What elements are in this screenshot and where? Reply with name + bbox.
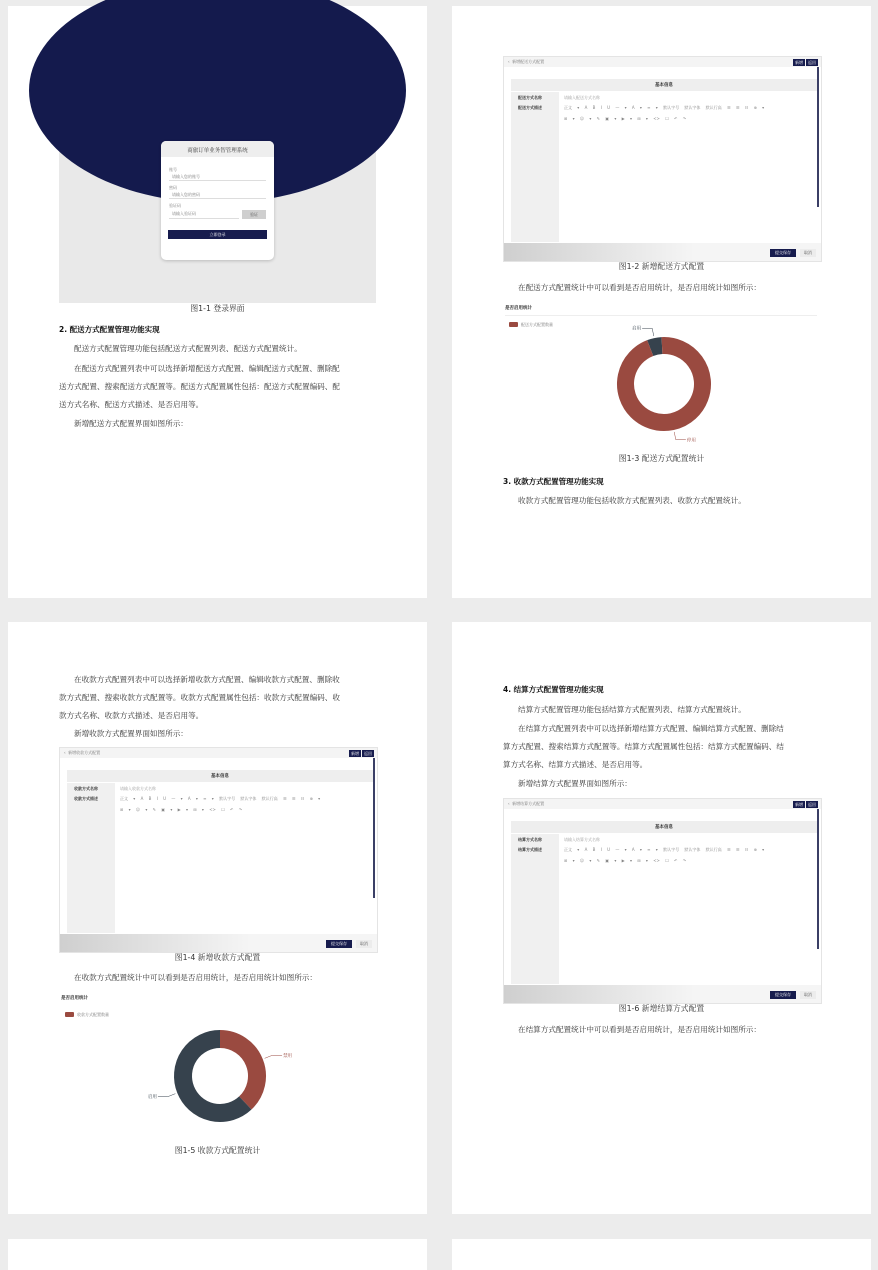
document-page-5 bbox=[8, 1239, 427, 1270]
field-label: 结算方式名称 bbox=[518, 837, 542, 842]
document-page-2 bbox=[452, 6, 871, 598]
add-button[interactable]: 新增 bbox=[351, 751, 359, 756]
editor-toolbar-row1[interactable]: 正文 ▾ A B I U — ▾ A ▾ ≡ ▾ 默认字号 默认字体 默认行高 ☰ ☰ ☷ ⊕ ▾ bbox=[120, 796, 321, 801]
section-heading-2: 2. 配送方式配置管理功能实现 bbox=[59, 325, 160, 334]
submit-button[interactable]: 提交保存 bbox=[770, 991, 796, 999]
account-input[interactable]: 请输入您的账号 bbox=[169, 173, 266, 181]
section-title: 基本信息 bbox=[211, 774, 229, 779]
paragraph: 送方式名称、配送方式描述、是否启用等。 bbox=[59, 400, 204, 409]
back-button[interactable]: 返回 bbox=[808, 802, 816, 807]
figure-caption: 图1-2 新增配送方式配置 bbox=[618, 262, 705, 271]
paragraph: 送方式配置、搜索配送方式配置等。配送方式配置属性包括：配送方式配置编码、配 bbox=[59, 382, 340, 391]
figure-caption: 图1-1 登录界面 bbox=[190, 304, 245, 313]
paragraph: 款方式配置、搜索收款方式配置等。收款方式配置属性包括：收款方式配置编码、收 bbox=[59, 693, 340, 702]
login-title: 商旅订单业务智管理系统 bbox=[187, 148, 248, 154]
paragraph: 在收款方式配置统计中可以看到是否启用统计，是否启用统计如图所示： bbox=[74, 973, 317, 982]
figure-caption: 图1-6 新增结算方式配置 bbox=[618, 1004, 705, 1013]
paragraph: 新增收款方式配置界面如图所示： bbox=[74, 729, 188, 738]
paragraph: 在配送方式配置统计中可以看到是否启用统计，是否启用统计如图所示： bbox=[518, 283, 761, 292]
back-button[interactable]: 返回 bbox=[808, 60, 816, 65]
paragraph: 新增结算方式配置界面如图所示： bbox=[518, 779, 632, 788]
scrollbar[interactable] bbox=[817, 809, 819, 949]
pie-label: 启用 bbox=[147, 1095, 157, 1101]
donut-chart-1 bbox=[602, 326, 732, 444]
chart-title: 是否启用统计 bbox=[505, 306, 532, 311]
paragraph: 在结算方式配置统计中可以看到是否启用统计，是否启用统计如图所示： bbox=[518, 1025, 761, 1034]
add-button[interactable]: 新增 bbox=[795, 802, 803, 807]
cancel-button[interactable]: 取消 bbox=[356, 940, 372, 948]
figure-caption: 图1-3 配送方式配置统计 bbox=[618, 454, 705, 463]
name-input[interactable]: 请输入配送方式名称 bbox=[564, 95, 600, 100]
figure-caption: 图1-4 新增收款方式配置 bbox=[174, 953, 261, 962]
login-button[interactable]: 立即登录 bbox=[168, 230, 267, 239]
editor-toolbar-row2[interactable]: ⊞ ▾ ☺ ▾ ✎ ▣ ▾ ▶ ▾ ⊞ ▾ <> ☐ ↶ ↷ bbox=[120, 807, 243, 812]
label-column bbox=[67, 783, 115, 933]
field-label: 结算方式描述 bbox=[518, 847, 542, 852]
field-label: 配送方式名称 bbox=[518, 95, 542, 100]
donut-chart-2 bbox=[147, 1022, 293, 1132]
paragraph: 收款方式配置管理功能包括收款方式配置列表、收款方式配置统计。 bbox=[518, 496, 746, 505]
document-page-1 bbox=[8, 6, 427, 598]
back-button[interactable]: 返回 bbox=[364, 751, 372, 756]
submit-button[interactable]: 提交保存 bbox=[326, 940, 352, 948]
breadcrumb: ‹ 新增结算方式配置 bbox=[508, 801, 545, 806]
pie-label: 停用 bbox=[686, 438, 696, 444]
field-label: 收款方式描述 bbox=[74, 796, 98, 801]
cancel-button[interactable]: 取消 bbox=[800, 249, 816, 257]
label-column bbox=[511, 834, 559, 984]
password-input[interactable]: 请输入您的密码 bbox=[169, 191, 266, 199]
field-label: 收款方式名称 bbox=[74, 786, 98, 791]
paragraph: 算方式配置、搜索结算方式配置等。结算方式配置属性包括：结算方式配置编码、结 bbox=[503, 742, 784, 751]
scrollbar[interactable] bbox=[817, 67, 819, 207]
pie-label: 禁用 bbox=[283, 1053, 293, 1059]
chart-title: 是否启用统计 bbox=[61, 996, 88, 1001]
paragraph: 算方式名称、结算方式描述、是否启用等。 bbox=[503, 760, 648, 769]
paragraph: 款方式名称、收款方式描述、是否启用等。 bbox=[59, 711, 204, 720]
paragraph: 在收款方式配置列表中可以选择新增收款方式配置、编辑收款方式配置、删除收 bbox=[74, 675, 340, 684]
pie-label: 启用 bbox=[632, 326, 642, 332]
label-leader-line bbox=[642, 328, 654, 336]
form-screenshot bbox=[59, 747, 378, 953]
login-screenshot bbox=[59, 98, 376, 303]
section-heading-3: 3. 收款方式配置管理功能实现 bbox=[503, 477, 604, 486]
account-label: 账号 bbox=[169, 167, 177, 172]
editor-toolbar-row1[interactable]: 正文 ▾ A B I U — ▾ A ▾ ≡ ▾ 默认字号 默认字体 默认行高 ☰ ☰ ☷ ⊕ ▾ bbox=[564, 847, 765, 852]
form-screenshot bbox=[503, 56, 822, 262]
legend-swatch bbox=[65, 1012, 74, 1017]
add-button[interactable]: 新增 bbox=[795, 60, 803, 65]
name-input[interactable]: 请输入收款方式名称 bbox=[120, 786, 156, 791]
label-leader-line bbox=[674, 432, 686, 440]
editor-toolbar-row1[interactable]: 正文 ▾ A B I U — ▾ A ▾ ≡ ▾ 默认字号 默认字体 默认行高 ☰ ☰ ☷ ⊕ ▾ bbox=[564, 105, 765, 110]
legend-label: 收款方式配置数量 bbox=[77, 1012, 109, 1017]
paragraph: 在结算方式配置列表中可以选择新增结算方式配置、编辑结算方式配置、删除结 bbox=[518, 724, 784, 733]
label-leader-line bbox=[265, 1055, 282, 1058]
editor-toolbar-row2[interactable]: ⊞ ▾ ☺ ▾ ✎ ▣ ▾ ▶ ▾ ⊞ ▾ <> ☐ ↶ ↷ bbox=[564, 116, 687, 121]
editor-toolbar-row2[interactable]: ⊞ ▾ ☺ ▾ ✎ ▣ ▾ ▶ ▾ ⊞ ▾ <> ☐ ↶ ↷ bbox=[564, 858, 687, 863]
pie-slice-禁用 bbox=[220, 1039, 257, 1103]
document-page-3 bbox=[8, 622, 427, 1214]
captcha-button[interactable]: 验证 bbox=[242, 210, 266, 219]
figure-caption: 图1-5 收款方式配置统计 bbox=[174, 1146, 261, 1155]
section-heading-4: 4. 结算方式配置管理功能实现 bbox=[503, 685, 604, 694]
login-card bbox=[161, 141, 274, 260]
pie-slice-停用 bbox=[626, 346, 703, 423]
document-page-6 bbox=[452, 1239, 871, 1270]
section-title: 基本信息 bbox=[655, 83, 673, 88]
section-title: 基本信息 bbox=[655, 825, 673, 830]
form-screenshot bbox=[503, 798, 822, 1004]
paragraph: 在配送方式配置列表中可以选择新增配送方式配置、编辑配送方式配置、删除配 bbox=[74, 364, 340, 373]
legend-label: 配送方式配置数量 bbox=[521, 322, 553, 327]
paragraph: 新增配送方式配置界面如图所示： bbox=[74, 419, 188, 428]
cancel-button[interactable]: 取消 bbox=[800, 991, 816, 999]
password-label: 密码 bbox=[169, 185, 177, 190]
name-input[interactable]: 请输入结算方式名称 bbox=[564, 837, 600, 842]
breadcrumb: ‹ 新增配送方式配置 bbox=[508, 59, 545, 64]
paragraph: 结算方式配置管理功能包括结算方式配置列表、结算方式配置统计。 bbox=[518, 705, 746, 714]
label-leader-line bbox=[158, 1094, 175, 1097]
field-label: 配送方式描述 bbox=[518, 105, 542, 110]
document-page-4 bbox=[452, 622, 871, 1214]
breadcrumb: ‹ 新增收款方式配置 bbox=[64, 750, 101, 755]
paragraph: 配送方式配置管理功能包括配送方式配置列表、配送方式配置统计。 bbox=[74, 344, 302, 353]
submit-button[interactable]: 提交保存 bbox=[770, 249, 796, 257]
label-column bbox=[511, 92, 559, 242]
captcha-label: 验证码 bbox=[169, 203, 181, 208]
scrollbar[interactable] bbox=[373, 758, 375, 898]
captcha-input[interactable]: 请输入验证码 bbox=[169, 210, 239, 219]
legend-swatch bbox=[509, 322, 518, 327]
pie-slice-启用 bbox=[650, 346, 662, 349]
